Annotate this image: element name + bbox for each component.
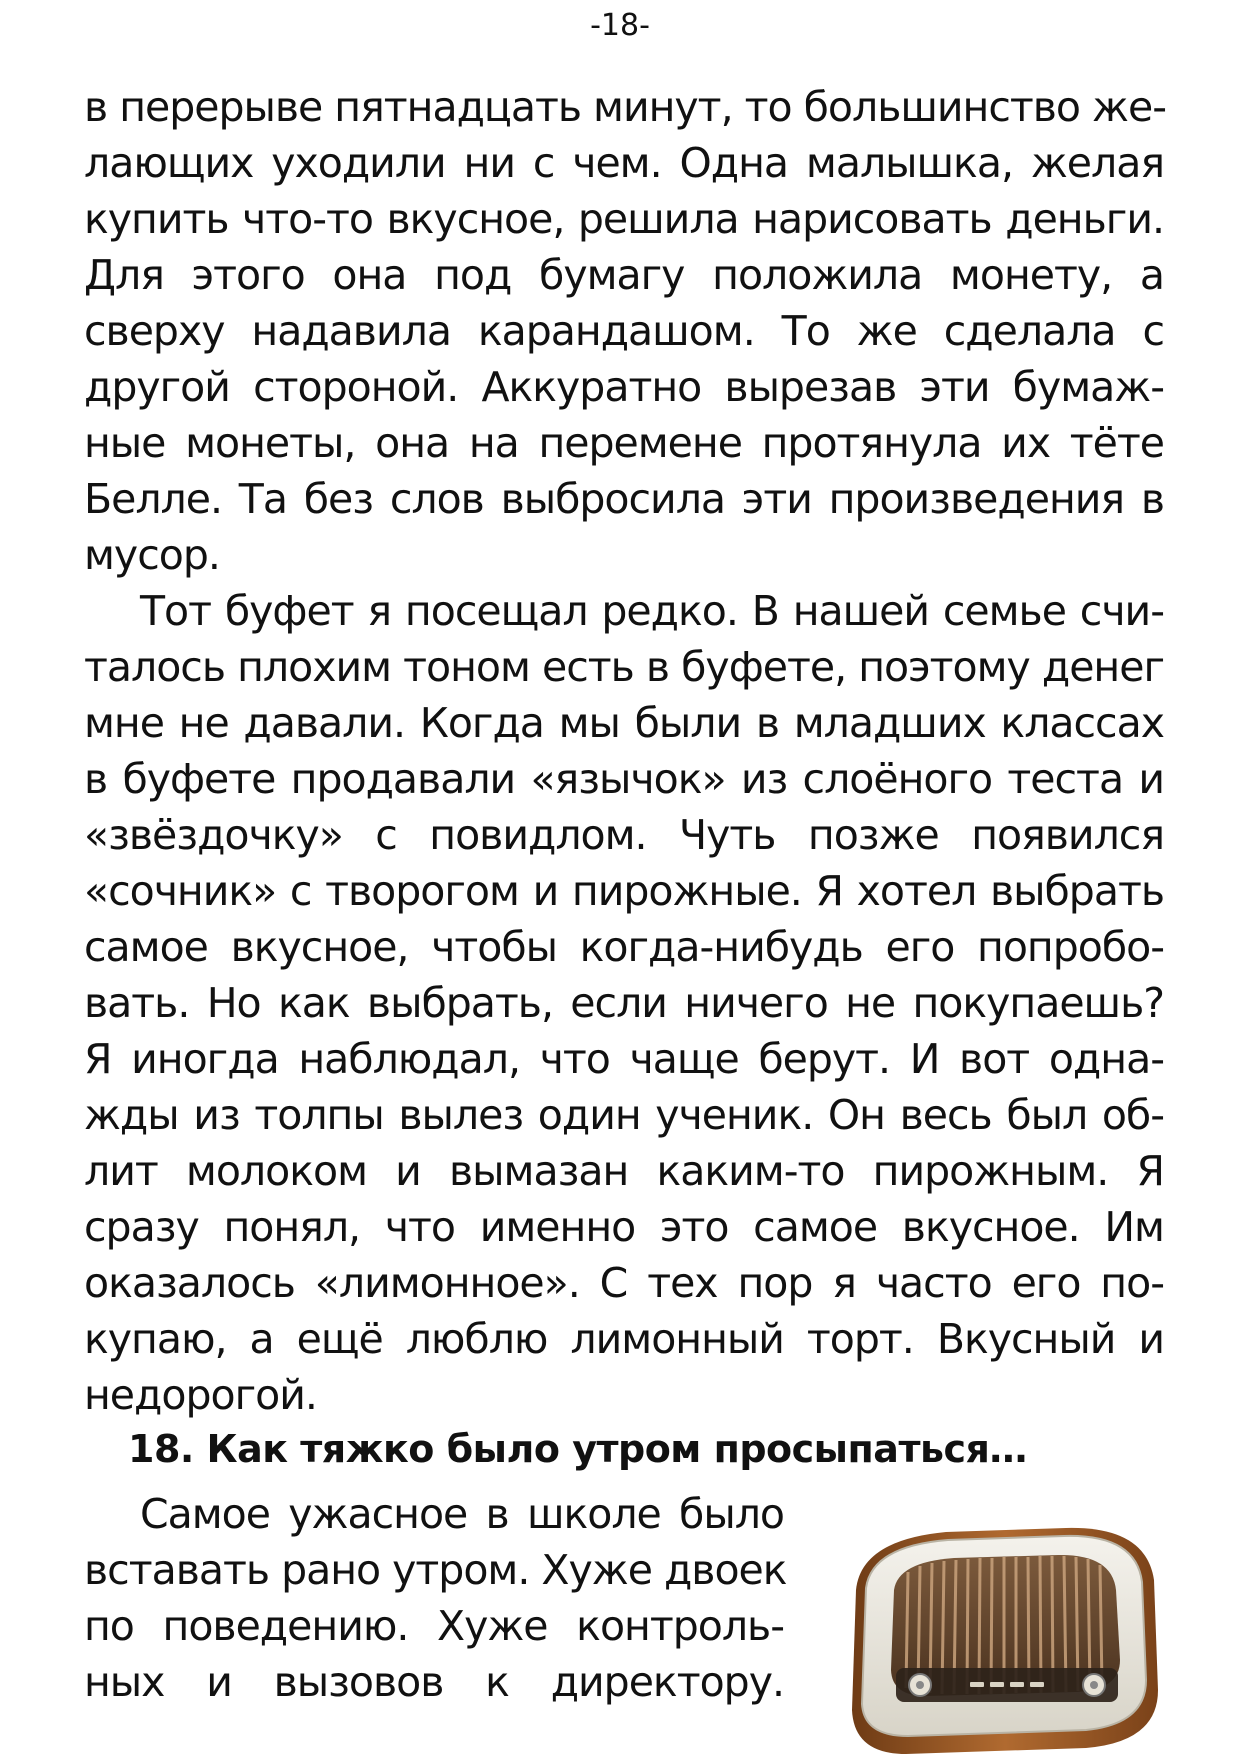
text-line: сверху надавила карандашом. То же сделала с — [84, 307, 1164, 355]
text-line: купить что-то вкусное, решила нарисовать деньги. — [84, 195, 1164, 243]
text-line: вать. Но как выбрать, если ничего не покупаешь? — [84, 979, 1164, 1027]
text-line: сразу понял, что именно это самое вкусное. Им — [84, 1203, 1164, 1251]
text-line: самое вкусное, чтобы когда-нибудь его попробо- — [84, 923, 1164, 971]
section-heading: 18. Как тяжко было утром просыпаться… — [128, 1427, 1027, 1471]
text-line: Белле. Та без слов выбросила эти произведения в — [84, 475, 1164, 523]
text-line: купаю, а ещё люблю лимонный торт. Вкусный и — [84, 1315, 1164, 1363]
vintage-radio-icon — [836, 1520, 1166, 1760]
text-line: оказалось «лимонное». С тех пор я часто его по- — [84, 1259, 1164, 1307]
text-line: Самое ужасное в школе было — [140, 1490, 784, 1538]
text-line: недорогой. — [84, 1371, 317, 1419]
text-line: лит молоком и вымазан каким-то пирожным. Я — [84, 1147, 1164, 1195]
text-line: талось плохим тоном есть в буфете, поэтому денег — [84, 643, 1164, 691]
text-line: Тот буфет я посещал редко. В нашей семье счи- — [140, 587, 1164, 635]
radio-illustration — [836, 1520, 1166, 1760]
text-line: лающих уходили ни с чем. Одна малышка, желая — [84, 139, 1164, 187]
text-line: Я иногда наблюдал, что чаще берут. И вот одна- — [84, 1035, 1164, 1083]
text-line: по поведению. Хуже контроль- — [84, 1602, 784, 1650]
text-line: жды из толпы вылез один ученик. Он весь был об- — [84, 1091, 1164, 1139]
text-line: мне не давали. Когда мы были в младших классах — [84, 699, 1164, 747]
text-line: вставать рано утром. Хуже двоек — [84, 1546, 787, 1594]
text-line: в буфете продавали «язычок» из слоёного теста и — [84, 755, 1164, 803]
body-text — [84, 79, 1167, 1423]
text-line: мусор. — [84, 531, 220, 579]
text-line: в перерыве пятнадцать минут, то большинство же- — [84, 83, 1167, 131]
text-line: ные монеты, она на перемене протянула их тёте — [84, 419, 1164, 467]
text-line: «сочник» с творогом и пирожные. Я хотел выбрать — [84, 867, 1164, 915]
text-line: другой стороной. Аккуратно вырезав эти бумаж- — [84, 363, 1164, 411]
page-number: -18- — [590, 8, 650, 43]
text-line: «звёздочку» с повидлом. Чуть позже появился — [84, 811, 1164, 859]
body-text-section — [84, 1486, 787, 1710]
text-line: Для этого она под бумагу положила монету, а — [84, 251, 1164, 299]
text-line: ных и вызовов к директору. — [84, 1658, 784, 1706]
